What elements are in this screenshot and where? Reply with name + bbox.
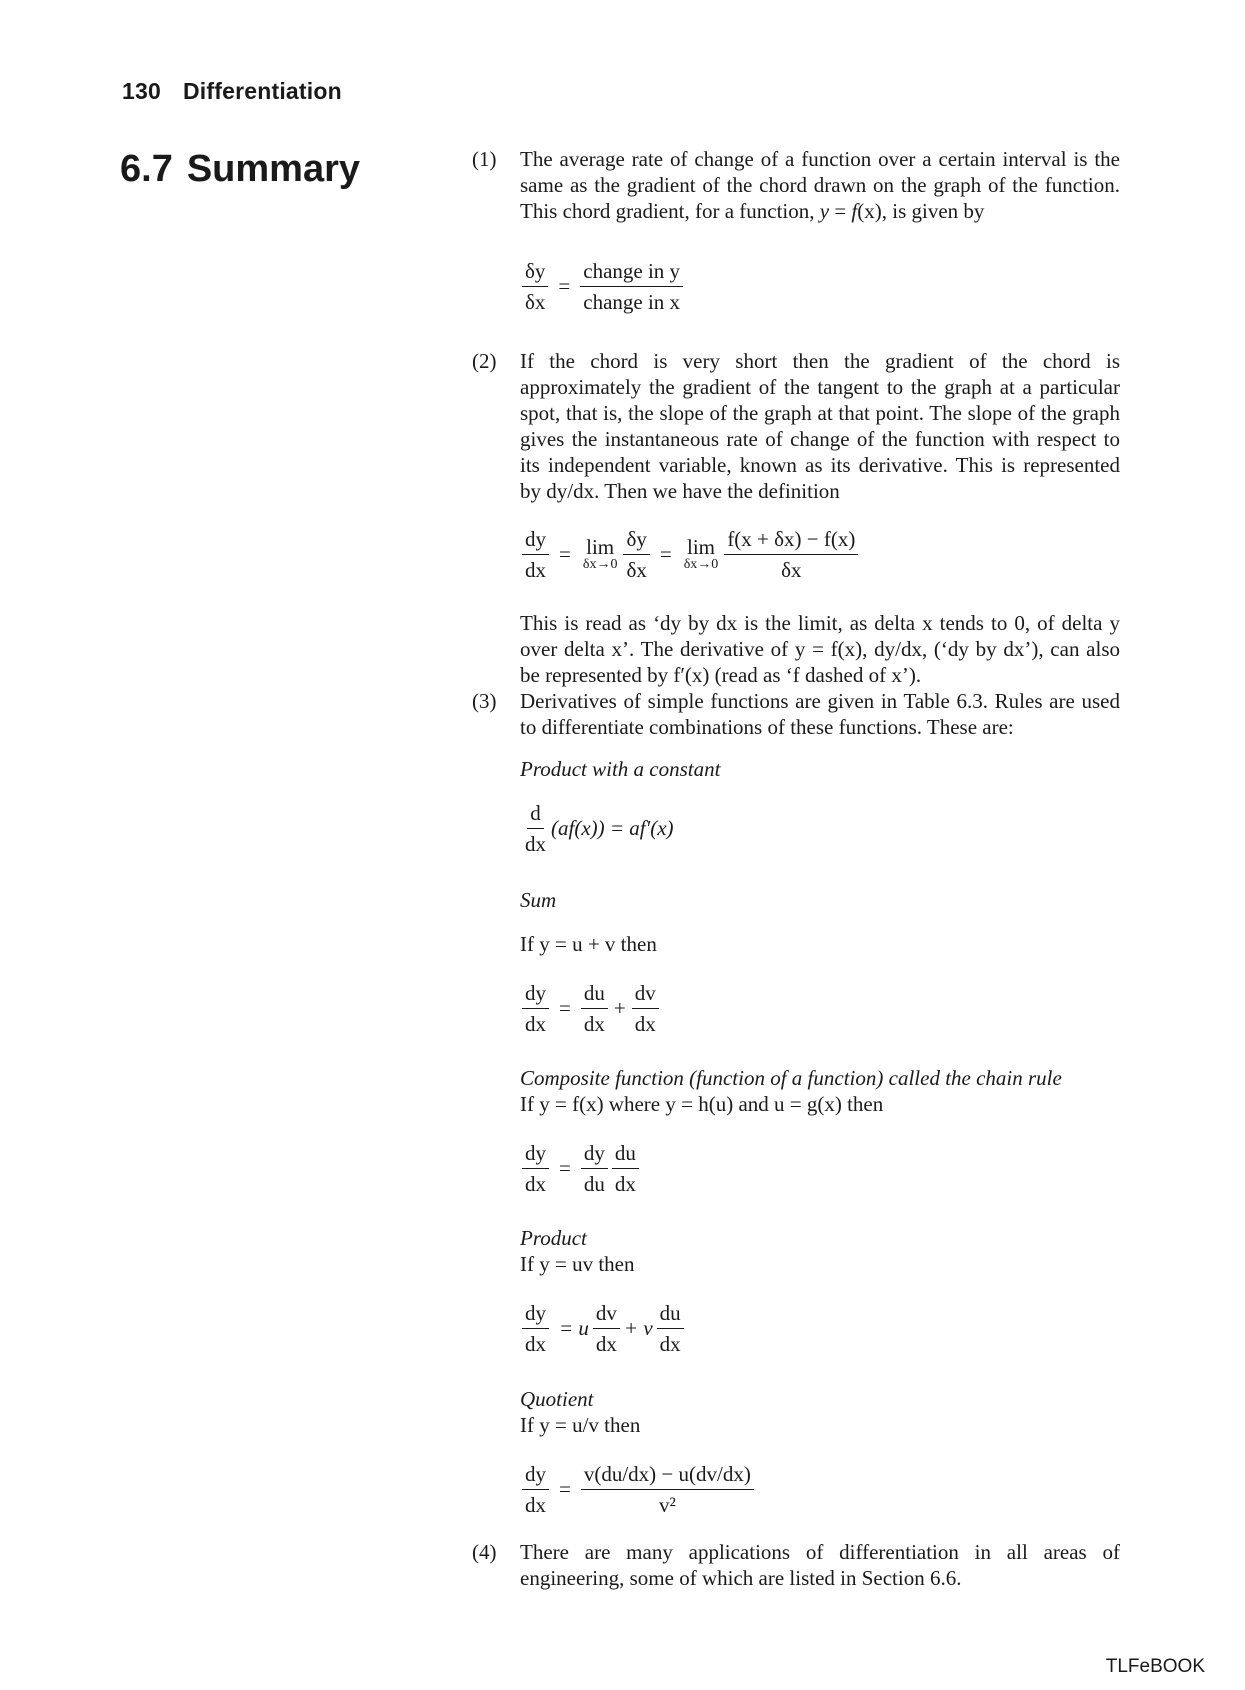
eq3-dx: dx <box>525 832 546 856</box>
eq4-frac-dv-dx <box>632 980 659 1037</box>
eq1-equals: = <box>558 274 571 298</box>
eq6-dv: dv <box>593 1300 620 1329</box>
eq2-num-2: δy <box>623 526 649 555</box>
equation-product-constant <box>520 800 674 857</box>
section-title <box>120 148 360 191</box>
fraction-delta-y-delta-x <box>522 258 548 315</box>
eq2-lim-1-sub: δx→0 <box>582 556 618 572</box>
heading-sum: Sum <box>520 888 557 912</box>
eq4-dy: dy <box>522 980 549 1009</box>
footer-watermark: TLFeBOOK <box>1105 1656 1205 1677</box>
paragraph-1 <box>520 146 1120 224</box>
equation-product-rule <box>520 1300 686 1357</box>
eq1-numerator-right: change in y <box>580 258 683 287</box>
equation-quotient-rule <box>520 1461 756 1518</box>
eq2-den-3: δx <box>781 558 802 582</box>
product-condition: If y = uv then <box>520 1252 635 1276</box>
eq2-den-2: δx <box>626 558 647 582</box>
eq2-limit-1 <box>582 534 618 573</box>
eq7-denominator: v² <box>658 1493 676 1517</box>
eq1-numerator-left: δy <box>522 258 548 287</box>
equation-sum-rule <box>520 980 661 1037</box>
eq3-rest: (af(x)) = af′(x) <box>551 816 674 840</box>
equation-derivative-definition <box>520 526 860 583</box>
chain-condition: If y = f(x) where y = h(u) and u = g(x) then <box>520 1092 884 1116</box>
heading-product-constant: Product with a constant <box>520 757 721 781</box>
eq2-frac-delta <box>623 526 649 583</box>
eq6-du: du <box>657 1300 684 1329</box>
p1-var-f: f <box>851 199 858 223</box>
eq2-lim-2: lim <box>687 534 716 559</box>
eq3-frac-d-dx <box>522 800 549 857</box>
quotient-condition: If y = u/v then <box>520 1413 641 1437</box>
eq4-equals: = <box>559 996 571 1020</box>
eq6-frac-du-dx <box>657 1300 684 1357</box>
equation-chain-rule <box>520 1140 641 1197</box>
running-head <box>122 78 342 105</box>
eq4-dx-3: dx <box>634 1012 656 1036</box>
eq5-dy: dy <box>522 1140 549 1169</box>
eq7-numerator: v(du/dx) − u(dv/dx) <box>581 1461 754 1490</box>
eq5-frac-dy-du <box>581 1140 608 1197</box>
eq2-num-3: f(x + δx) − f(x) <box>724 526 858 555</box>
eq5-du-2: du <box>612 1140 639 1169</box>
equation-chord-gradient <box>520 258 685 315</box>
p1-var-y: y <box>819 199 830 223</box>
eq6-plus-v: + v <box>623 1316 653 1340</box>
paragraph-2: If the chord is very short then the gradient of the chord is approximately the gradient of the tangent to the graph at a particular spot, that is, the slope of the graph at that point. The slope of the graph gives the instantaneous rate of change of the function with respect to its independent variable, known as its derivative. This is represented by dy/dx. Then we have the definition <box>520 349 1120 503</box>
eq7-frac-dy-dx <box>522 1461 549 1518</box>
eq4-du: du <box>581 980 608 1009</box>
item-number-2: (2) <box>472 349 497 373</box>
paragraph-4: There are many applications of differentiation in all areas of engineering, some of which are listed in Section 6.6. <box>520 1540 1120 1590</box>
fraction-change <box>580 258 683 315</box>
eq7-equals: = <box>559 1477 571 1501</box>
p1-eq: = <box>829 199 852 223</box>
heading-chain-rule: Composite function (function of a function) called the chain rule <box>520 1066 1062 1090</box>
eq6-frac-dv-dx <box>593 1300 620 1357</box>
eq5-du: du <box>583 1172 605 1196</box>
eq2-limit-2 <box>683 534 719 573</box>
p1-text-e: (x), is given by <box>857 199 985 223</box>
eq7-frac-quotient <box>581 1461 754 1518</box>
eq2-frac-dy-dx <box>522 526 549 583</box>
paragraph-2b: This is read as ‘dy by dx is the limit, as delta x tends to 0, of delta y over delta x’. The derivative of y = f(x), dy/dx, (‘dy by dx’), can also be represented by f′(x) (read as ‘f dashed of x’). <box>520 611 1120 687</box>
eq4-plus: + <box>613 996 626 1020</box>
eq4-dx: dx <box>525 1012 546 1036</box>
eq5-dx: dx <box>525 1172 546 1196</box>
p1-text-a: The average rate of change of a function over a certain interval is the same as the gradient of the chord drawn on the graph of the function. This chord gradient, for a function, <box>520 147 1120 223</box>
item-number-3: (3) <box>472 689 497 713</box>
page-number: 130 <box>122 78 161 104</box>
eq5-dy-2: dy <box>581 1140 608 1169</box>
eq6-dy: dy <box>522 1300 549 1329</box>
eq2-lim-1: lim <box>586 534 615 559</box>
eq6-dx-2: dx <box>595 1332 617 1356</box>
item-number-4: (4) <box>472 1540 497 1564</box>
eq4-dv: dv <box>632 980 659 1009</box>
eq2-frac-difference <box>724 526 858 583</box>
eq7-dy: dy <box>522 1461 549 1490</box>
chapter-title: Differentiation <box>182 78 342 104</box>
heading-product: Product <box>520 1226 587 1250</box>
eq5-frac-dy-dx <box>522 1140 549 1197</box>
eq4-frac-du-dx <box>581 980 608 1037</box>
eq6-frac-dy-dx <box>522 1300 549 1357</box>
eq5-frac-du-dx <box>612 1140 639 1197</box>
eq6-dx: dx <box>525 1332 546 1356</box>
section-number: 6.7 <box>120 148 173 190</box>
eq5-equals: = <box>559 1156 571 1180</box>
eq3-d: d <box>527 800 544 829</box>
heading-quotient: Quotient <box>520 1387 594 1411</box>
eq2-lim-2-sub: δx→0 <box>683 556 719 572</box>
eq6-equals-u: = u <box>559 1316 589 1340</box>
section-name: Summary <box>186 148 361 190</box>
eq2-dy: dy <box>522 526 549 555</box>
sum-condition: If y = u + v then <box>520 932 657 956</box>
eq4-dx-2: dx <box>583 1012 605 1036</box>
eq2-equals-1: = <box>559 542 571 566</box>
eq4-frac-dy-dx <box>522 980 549 1037</box>
eq1-denominator-right: change in x <box>583 290 681 314</box>
eq2-dx: dx <box>525 558 546 582</box>
eq7-dx: dx <box>525 1493 546 1517</box>
paragraph-3: Derivatives of simple functions are given in Table 6.3. Rules are used to differentiate combinations of these functions. These are: <box>520 689 1120 739</box>
eq1-denominator-left: δx <box>525 290 546 314</box>
eq2-equals-2: = <box>659 542 672 566</box>
eq5-dx-2: dx <box>614 1172 636 1196</box>
item-number-1: (1) <box>472 147 497 171</box>
eq6-dx-3: dx <box>659 1332 681 1356</box>
